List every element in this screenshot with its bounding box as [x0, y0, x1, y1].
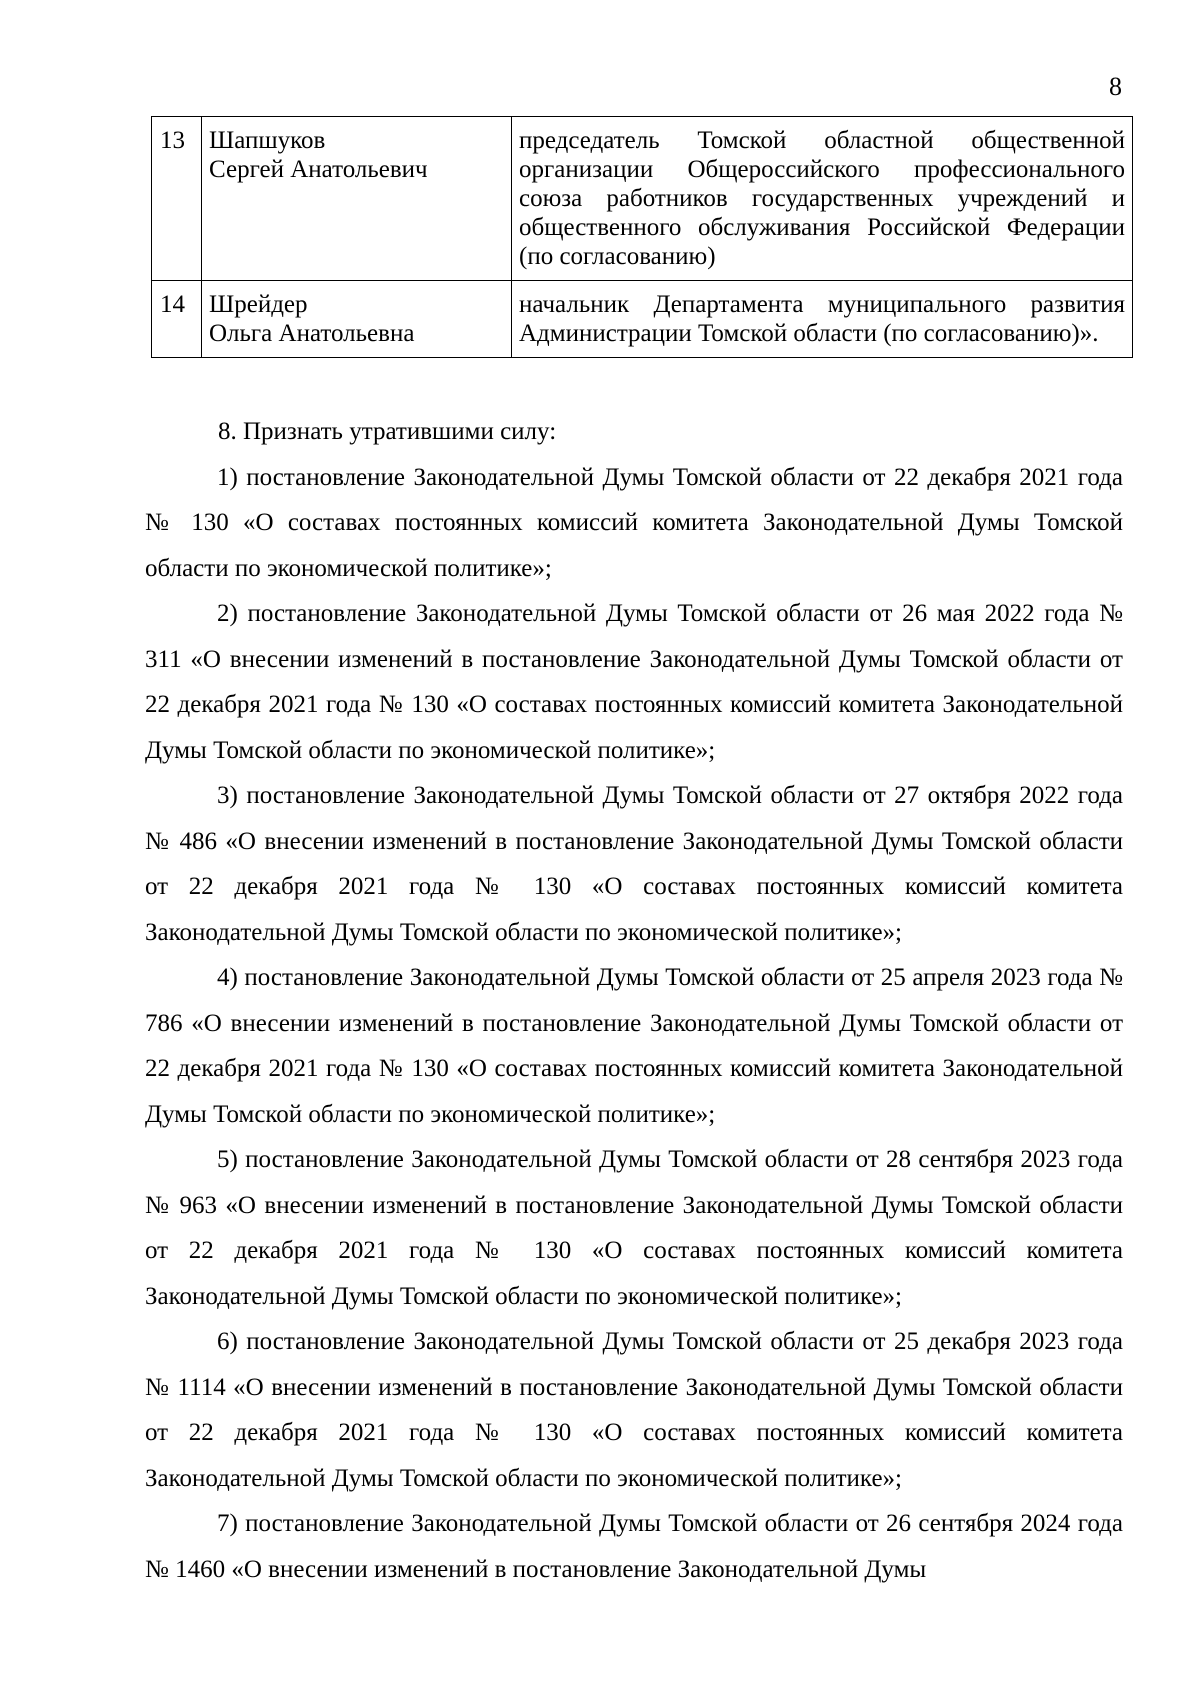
table-row — [152, 117, 1133, 281]
members-table — [151, 116, 1133, 358]
member-surname: Шапшуков — [209, 127, 326, 154]
list-item: 2) постановление Законодательной Думы Томской области от 26 мая 2022 года № 311 «О внесении изменений в постановление Законодательной Думы Томской области от 22 декабря 2021 года № 130 «О составах постоянных комиссий комитета Законодательной Думы Томской области по экономической политике»; — [145, 600, 1123, 764]
member-position: начальник Департамента муниципального развития Администрации Томской области (по согласованию)». — [512, 281, 1133, 358]
page-number: 8 — [1109, 72, 1122, 101]
list-item: 6) постановление Законодательной Думы Томской области от 25 декабря 2023 года № 1114 «О внесении изменений в постановление Законодательной Думы Томской области от 22 декабря 2021 года № 130 «О составах постоянных комиссий комитета Законодательной Думы Томской области по экономической политике»; — [145, 1328, 1123, 1492]
member-number: 13 — [152, 117, 202, 281]
member-given-names: Сергей Анатольевич — [209, 156, 428, 183]
section-heading: 8. Признать утратившими силу: — [218, 418, 557, 445]
member-given-names: Ольга Анатольевна — [209, 320, 415, 347]
member-name — [202, 117, 512, 281]
member-name — [202, 281, 512, 358]
list-item: 1) постановление Законодательной Думы Томской области от 22 декабря 2021 года № 130 «О составах постоянных комиссий комитета Законодательной Думы Томской области по экономической политике»; — [145, 463, 1123, 582]
table-row — [152, 281, 1133, 358]
list-item: 4) постановление Законодательной Думы Томской области от 25 апреля 2023 года № 786 «О внесении изменений в постановление Законодательной Думы Томской области от 22 декабря 2021 года № 130 «О составах постоянных комиссий комитета Законодательной Думы Томской области по экономической политике»; — [145, 964, 1123, 1128]
section-body — [145, 409, 1123, 1592]
list-item: 5) постановление Законодательной Думы Томской области от 28 сентября 2023 года № 963 «О внесении изменений в постановление Законодательной Думы Томской области от 22 декабря 2021 года № 130 «О составах постоянных комиссий комитета Законодательной Думы Томской области по экономической политике»; — [145, 1146, 1123, 1310]
member-number: 14 — [152, 281, 202, 358]
list-item: 3) постановление Законодательной Думы Томской области от 27 октября 2022 года № 486 «О внесении изменений в постановление Законодательной Думы Томской области от 22 декабря 2021 года № 130 «О составах постоянных комиссий комитета Законодательной Думы Томской области по экономической политике»; — [145, 782, 1123, 946]
member-position: председатель Томской областной общественной организации Общероссийского профессионального союза работников государственных учреждений и общественного обслуживания Российской Федерации (по согласованию) — [512, 117, 1133, 281]
member-surname: Шрейдер — [209, 291, 308, 318]
list-item: 7) постановление Законодательной Думы Томской области от 26 сентября 2024 года № 1460 «О внесении изменений в постановление Законодательной Думы — [145, 1510, 1123, 1583]
